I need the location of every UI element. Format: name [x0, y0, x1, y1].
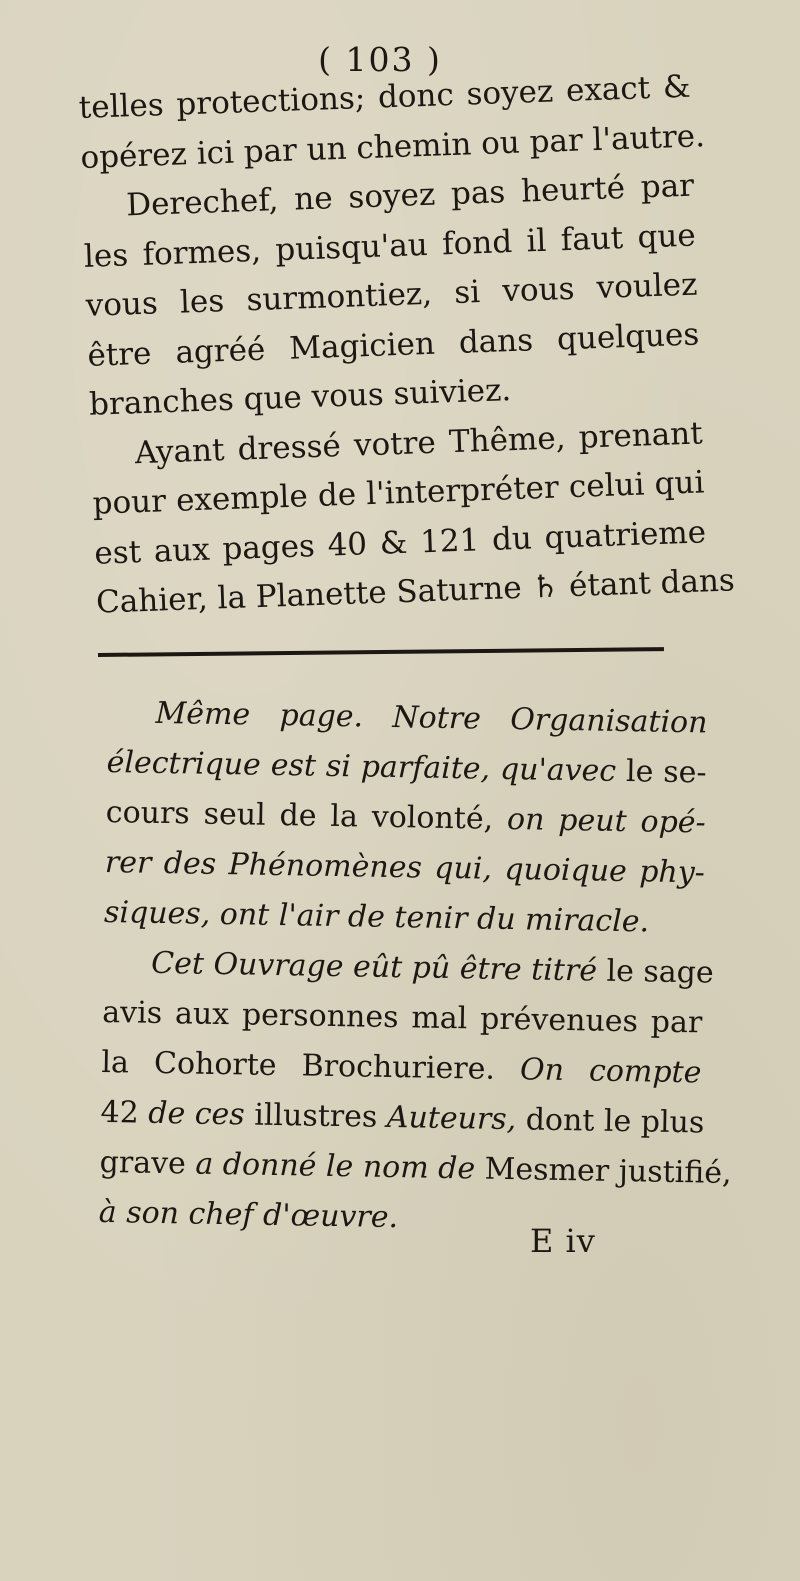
note-text: siques, ont l'air de tenir du miracle. — [103, 894, 650, 940]
page-number: ( 103 ) — [318, 40, 442, 79]
note-text: grave — [99, 1144, 196, 1182]
note-text: Mesmer justifié, — [474, 1151, 732, 1191]
text-line: pour exemple de l'interpréter celui qui — [92, 464, 705, 522]
footnote-text-block — [98, 688, 732, 1248]
text-line: Derechef, ne soyez pas heurté par — [125, 167, 695, 224]
note-text: de ces — [147, 1095, 246, 1133]
note-text: on peut opé- — [506, 801, 707, 841]
text-line: Cahier, la Planette Saturne ♄ étant dans — [95, 562, 736, 621]
text-line: opérez ici par un chemin ou par l'autre. — [79, 117, 706, 176]
note-text: dont le plus — [515, 1102, 705, 1141]
note-text: à son chef d'œuvre. — [98, 1194, 399, 1236]
text-line: Ayant dressé votre Thême, prenant — [134, 414, 704, 471]
text-line: telles protections; donc soyez exact & — [78, 68, 692, 126]
note-text: le se- — [615, 753, 707, 791]
note-text: cours seul de la volonté, — [105, 794, 508, 837]
note-text: rer des Phénomènes qui, quoique phy- — [104, 844, 706, 891]
note-text: électrique est si parfaite, qu'avec — [106, 744, 617, 789]
main-text-block — [78, 63, 736, 629]
text-line: vous les surmontiez, si vous voulez — [85, 266, 699, 324]
note-text: avis aux personnes mal prévenues par — [102, 994, 703, 1041]
note-text: 42 — [100, 1094, 149, 1131]
text-line: les formes, puisqu'au fond il faut que — [83, 217, 697, 275]
signature-mark: E iv — [530, 1222, 596, 1260]
text-line: être agréé Magicien dans quelques — [86, 315, 700, 374]
note-text: a donné le nom de — [195, 1146, 476, 1187]
note-text: le sage — [596, 953, 714, 991]
note-text: illustres — [244, 1097, 388, 1135]
note-text: la Cohorte Brochuriere. — [101, 1044, 521, 1088]
note-text: On compte — [519, 1052, 702, 1091]
note-line — [98, 1188, 699, 1248]
note-text: Même page. Notre Organisation — [155, 695, 708, 741]
footnote-separator-rule — [98, 647, 664, 657]
note-text: Auteurs, — [386, 1099, 517, 1138]
text-line: branches que vous suiviez. — [88, 372, 512, 423]
text-line: est aux pages 40 & 121 du quatrieme — [93, 513, 707, 572]
note-text: Cet Ouvrage eût pû être titré — [150, 945, 598, 989]
